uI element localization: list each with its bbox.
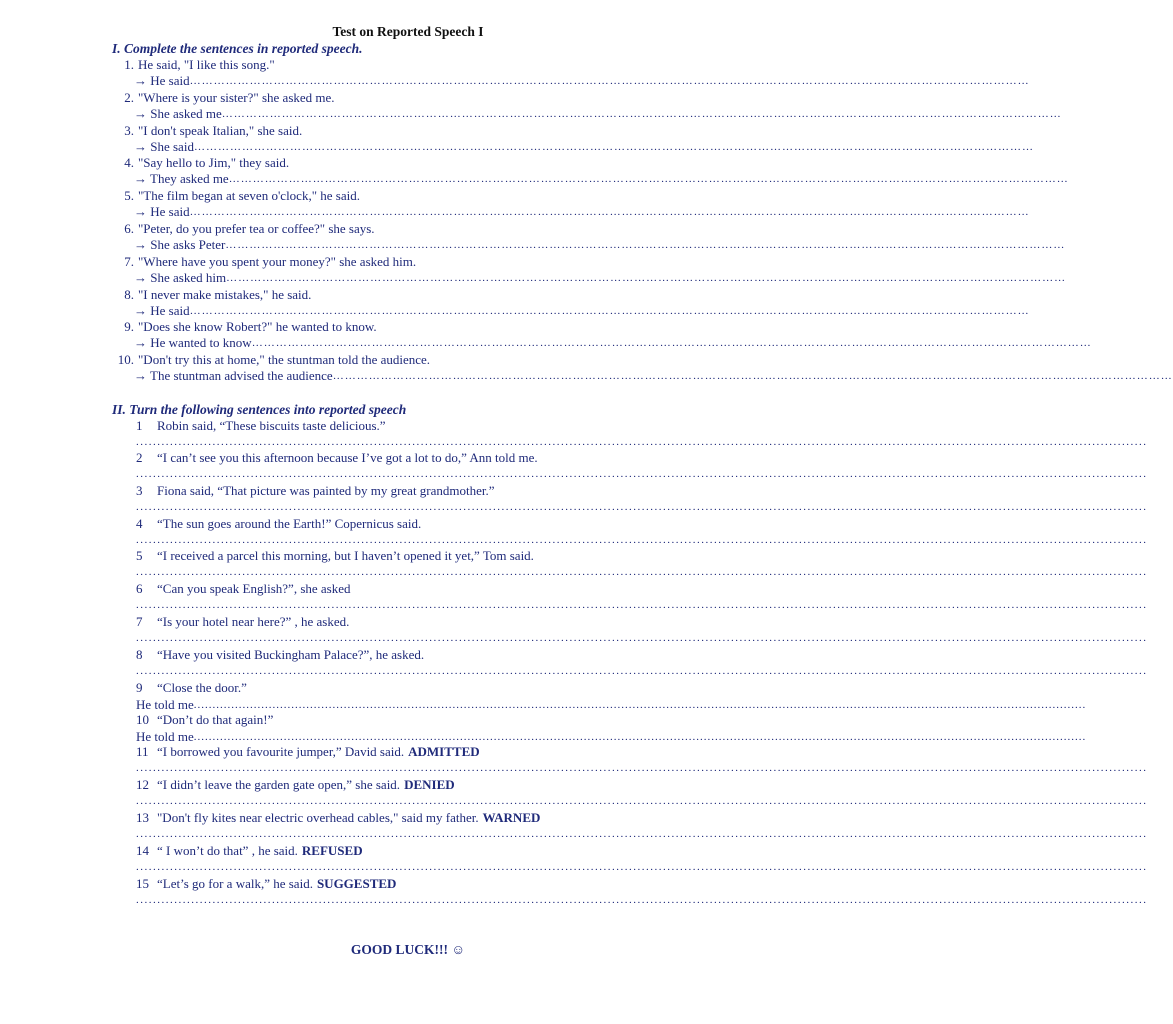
item-question-text [157,744,480,760]
section-2-heading: II. Turn the following sentences into reported speech [112,402,407,417]
item-number: 2 [136,450,143,465]
answer-dotted-line[interactable]: .............................................................................................................................................................................................................................................. [136,468,1148,480]
reported-item-answer-line[interactable] [134,139,1034,155]
answer-dotted-line[interactable]: .............................................................................................................................................................................................................................................. [136,894,1148,906]
answer-dotted-blank[interactable]: ………………………………………………………………………………………………………………………………………………………………………………………… [251,337,1092,349]
reported-item-answer-line[interactable] [134,270,1067,286]
item-question-text [157,647,424,663]
answer-dotted-line[interactable]: .............................................................................................................................................................................................................................................. [136,861,1148,873]
question-sentence: “Have you visited Buckingham Palace?”, he asked. [157,647,425,662]
item-question-text [157,843,363,859]
question-sentence: “Let’s go for a walk,” he said. [157,876,313,891]
item-question-text [157,876,396,892]
reported-item-answer-line[interactable] [134,368,1173,384]
answer-lead-text: → The stuntman advised the audience [134,368,333,383]
question-sentence: “The sun goes around the Earth!” Copernicus said. [157,516,422,531]
item-question-text [157,483,495,499]
item-question-text: "Say hello to Jim," they said. [138,155,290,170]
answer-lead-text: He told me [136,729,194,744]
item-number: 5. [124,188,134,203]
good-luck-footer: GOOD LUCK!!! ☺ [350,942,466,957]
answer-dotted-blank[interactable]: ………………………………………………………………………………………………………………………………………………………………………………………… [221,108,1062,120]
item-question-text [157,614,349,630]
answer-dotted-blank[interactable]: .............................................................................................................................................................................................................................................. [193,731,1087,743]
answer-dotted-blank[interactable]: ………………………………………………………………………………………………………………………………………………………………………………………… [193,141,1034,153]
item-number: 12 [136,777,149,792]
question-sentence: “I didn’t leave the garden gate open,” she said. [157,777,401,792]
reported-item-answer-line[interactable] [134,73,1030,89]
answer-dotted-line[interactable]: .............................................................................................................................................................................................................................................. [136,665,1148,677]
item-question-text [157,777,455,793]
answer-dotted-line[interactable]: .............................................................................................................................................................................................................................................. [136,566,1148,578]
item-number: 1 [136,418,143,433]
answer-dotted-blank[interactable]: ………………………………………………………………………………………………………………………………………………………………………………………… [189,206,1030,218]
item-number: 5 [136,548,143,563]
item-question-text [157,548,534,564]
answer-dotted-blank[interactable]: ………………………………………………………………………………………………………………………………………………………………………………………… [189,305,1030,317]
item-question-text: He said, "I like this song." [138,57,275,72]
reported-item-answer-line[interactable] [134,171,1069,187]
question-sentence: “I can’t see you this afternoon because I’ve got a lot to do,” Ann told me. [157,450,538,465]
question-sentence: “ I won’t do that” , he said. [157,843,298,858]
question-sentence: “Can you speak English?”, she asked [157,581,351,596]
item-question-text [157,516,421,532]
answer-lead-text: → They asked me [134,171,229,186]
item-question-text: "The film began at seven o'clock," he said. [138,188,360,203]
reported-item-answer-line[interactable] [134,303,1030,319]
answer-dotted-line[interactable]: .............................................................................................................................................................................................................................................. [136,828,1148,840]
reported-item-answer-line[interactable] [134,237,1066,253]
reported-item-answer-line[interactable] [134,335,1092,351]
answer-dotted-line[interactable]: .............................................................................................................................................................................................................................................. [136,501,1148,513]
item-number: 14 [136,843,149,858]
item-question-text: "Where is your sister?" she asked me. [138,90,335,105]
keyword-label: ADMITTED [408,744,480,759]
item-question-text: "I don't speak Italian," she said. [138,123,303,138]
answer-lead-text: → He said [134,303,190,318]
item-number: 7. [124,254,134,269]
question-sentence: “Is your hotel near here?” , he asked. [157,614,350,629]
answer-lead-text: He told me [136,697,194,712]
answer-lead-text: → He said [134,73,190,88]
keyword-label: WARNED [482,810,541,825]
item-question-text: "Where have you spent your money?" she asked him. [138,254,417,269]
item-number: 9 [136,680,143,695]
item-question-text [157,418,386,434]
keyword-label: SUGGESTED [316,876,397,891]
reported-item-answer-line[interactable] [134,106,1062,122]
item-number: 13 [136,810,149,825]
answer-dotted-blank[interactable]: ………………………………………………………………………………………………………………………………………………………………………………………… [189,75,1030,87]
page-title: Test on Reported Speech I [332,24,484,39]
question-sentence: “Don’t do that again!” [157,712,274,727]
answer-dotted-line[interactable]: .............................................................................................................................................................................................................................................. [136,534,1148,546]
keyword-label: REFUSED [301,843,363,858]
keyword-label: DENIED [404,777,455,792]
item-number: 11 [136,744,149,759]
item-number: 10 [136,712,149,727]
answer-dotted-blank[interactable]: .............................................................................................................................................................................................................................................. [193,699,1087,711]
item-question-text [157,680,247,696]
question-sentence: "Don't fly kites near electric overhead cables," said my father. [157,810,479,825]
item-question-text [157,712,273,728]
answer-line-with-lead[interactable] [136,729,1087,745]
item-number: 10. [117,352,134,367]
answer-lead-text: → He wanted to know [134,335,252,350]
question-sentence: “I received a parcel this morning, but I haven’t opened it yet,” Tom said. [157,548,534,563]
item-question-text [157,581,351,597]
answer-lead-text: → She said [134,139,194,154]
item-question-text: "I never make mistakes," he said. [138,287,312,302]
item-number: 3. [124,123,134,138]
item-question-text [157,450,538,466]
answer-dotted-line[interactable]: .............................................................................................................................................................................................................................................. [136,795,1148,807]
answer-dotted-line[interactable]: .............................................................................................................................................................................................................................................. [136,632,1148,644]
item-number: 9. [124,319,134,334]
answer-dotted-blank[interactable]: ………………………………………………………………………………………………………………………………………………………………………………………… [228,173,1069,185]
answer-dotted-line[interactable]: .............................................................................................................................................................................................................................................. [136,599,1148,611]
answer-lead-text: → She asks Peter [134,237,226,252]
question-sentence: “Close the door.” [157,680,247,695]
answer-dotted-blank[interactable]: ………………………………………………………………………………………………………………………………………………………………………………………… [225,239,1066,251]
question-sentence: Robin said, “These biscuits taste delicious.” [157,418,386,433]
item-number: 2. [124,90,134,105]
item-question-text: "Don't try this at home," the stuntman told the audience. [138,352,431,367]
reported-item-answer-line[interactable] [134,204,1030,220]
item-question-text [157,810,540,826]
item-number: 4 [136,516,143,531]
item-number: 3 [136,483,143,498]
item-number: 7 [136,614,143,629]
item-number: 6. [124,221,134,236]
answer-dotted-line[interactable]: .............................................................................................................................................................................................................................................. [136,436,1148,448]
item-number: 8. [124,287,134,302]
answer-lead-text: → She asked him [134,270,227,285]
item-number: 8 [136,647,143,662]
answer-dotted-blank[interactable]: ………………………………………………………………………………………………………………………………………………………………………………………… [332,370,1173,382]
section-1-heading: I. Complete the sentences in reported speech. [112,41,363,56]
answer-line-with-lead[interactable] [136,697,1087,713]
answer-lead-text: → He said [134,204,190,219]
answer-dotted-line[interactable]: .............................................................................................................................................................................................................................................. [136,762,1148,774]
answer-lead-text: → She asked me [134,106,222,121]
question-sentence: Fiona said, “That picture was painted by my great grandmother.” [157,483,495,498]
item-number: 1. [124,57,134,72]
item-number: 15 [136,876,149,891]
question-sentence: “I borrowed you favourite jumper,” David said. [157,744,405,759]
item-question-text: "Peter, do you prefer tea or coffee?" she says. [138,221,375,236]
item-question-text: "Does she know Robert?" he wanted to know. [138,319,377,334]
item-number: 4. [124,155,134,170]
item-number: 6 [136,581,143,596]
answer-dotted-blank[interactable]: ………………………………………………………………………………………………………………………………………………………………………………………… [226,272,1067,284]
